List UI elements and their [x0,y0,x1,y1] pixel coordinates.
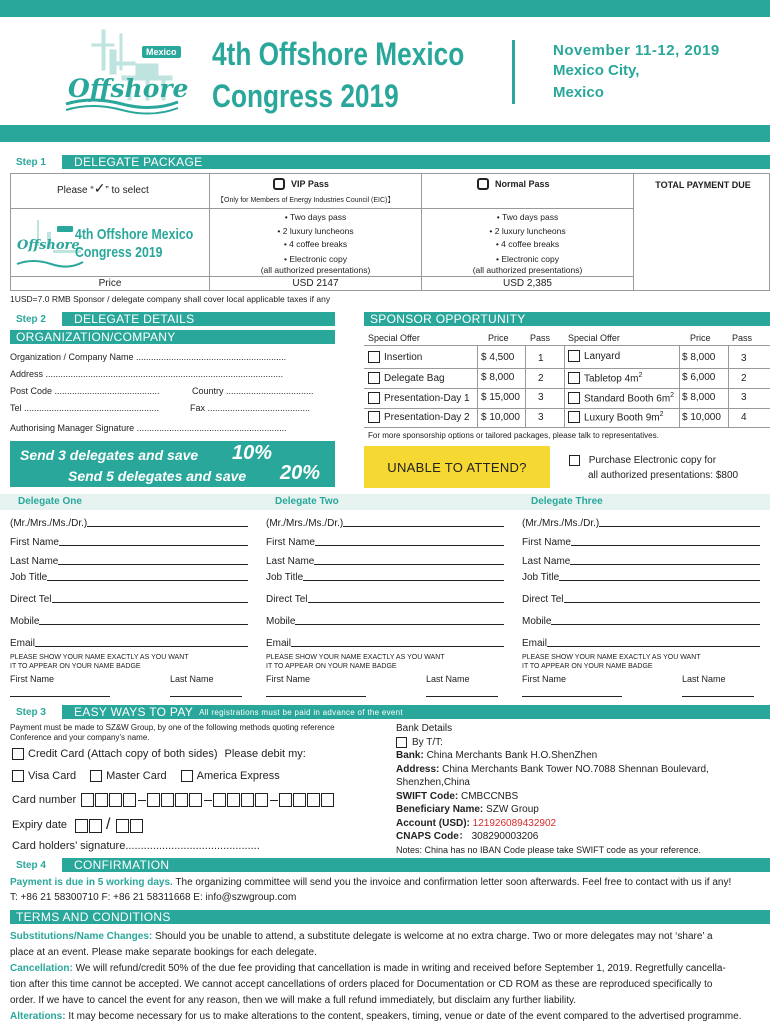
credit-card-option[interactable] [12,748,306,760]
card-type-options [12,770,280,782]
sponsor-checkbox[interactable] [368,392,380,404]
step3-title-bar [68,705,770,719]
credit-card-label: Credit Card (Attach copy of both sides) [28,748,218,760]
job-title-field[interactable]: Job Title [266,572,504,583]
expiry-slash: / [106,816,111,833]
total-payment-header: TOTAL PAYMENT DUE [655,180,751,190]
sponsor-pass: 3 [741,392,747,403]
sponsor-row[interactable] [568,392,674,404]
terms-text: Substitutions/Name Changes: Should you be unable to attend, a substitute delegate is welcome at no extra charge. Two or more delegates may not ‘share’ a place at an event. Please make separate bookings for each delegate. Cancellation: We will refund/credit 50% of the due fee providing that cancellation is made in writing and received before September 1, 2019. Regretfully cancella- tion after this time cannot be accepted. We cannot accept cancellations of orders placed for Documentation or CD ROM as these are reproduced specifically to order. If we have to cancel the event for any reason, then we will make a full refund immediately, but disclaim any further liability. Alterations: It may become necessary for us to make alterations to the content, speakers, timing, venue or date of the event compared to the advertised programme. [10,931,742,1022]
last-name-field[interactable]: Last Name [266,556,504,567]
bank-address: China Merchants Bank Tower NO.7088 Shennan Boulevard, [442,763,709,775]
normal-price: USD 2,385 [503,278,552,289]
expiry-input[interactable] [75,816,144,834]
sponsor-row[interactable] [368,372,445,384]
sponsor-header-offer: Special Offer [568,333,620,343]
sponsor-offer-name: Lanyard [584,350,621,362]
email-field[interactable]: Email [266,638,504,649]
badge-first-input[interactable] [266,696,366,697]
sponsor-checkbox[interactable] [568,350,580,362]
sponsor-checkbox[interactable] [368,372,380,384]
offshore-logo [62,24,189,116]
sponsor-title: SPONSOR OPPORTUNITY [364,312,770,326]
event-country: Mexico [553,84,604,101]
logo-word: Offshore [68,74,189,103]
vip-benefit: • Two days pass [284,212,347,222]
badge-first-label: First Name [10,674,55,684]
delegate-three-form [522,512,762,702]
sponsor-row[interactable] [568,411,664,423]
vip-benefit: • 4 coffee breaks [283,239,348,249]
sponsor-row[interactable] [368,392,470,404]
debit-label: Please debit my: [224,748,306,760]
step2-label: Step 2 [0,312,62,326]
by-tt-checkbox[interactable] [396,737,407,748]
sponsor-checkbox[interactable] [568,372,580,384]
direct-tel-field[interactable]: Direct Tel [10,594,248,605]
header-band [0,125,770,142]
by-tt-option[interactable]: By T/T: [396,736,768,750]
first-name-field[interactable]: First Name [522,537,760,548]
normal-benefit: (all authorized presentations) [472,264,583,275]
sponsor-checkbox[interactable] [368,351,380,363]
sponsor-offer-name: Standard Booth 6m [584,393,671,405]
iban-note: Notes: China has no IBAN Code please take SWIFT code as your reference. [396,844,701,855]
delegate-three-title: Delegate Three [531,496,603,507]
mini-badge [57,226,73,232]
visa-label: Visa Card [28,770,77,782]
address-field[interactable]: Address ............................................................................................... [10,369,284,379]
badge-last-input[interactable] [682,696,754,697]
contact-info: T: +86 21 58300710 F: +86 21 58311668 E: info@szwgroup.com [10,892,297,903]
discount-10: 10% [232,442,273,464]
event-title-line1: 4th Offshore Mexico [212,36,465,72]
normal-benefit: • 4 coffee breaks [495,239,560,249]
sponsor-pass: 3 [538,412,544,423]
job-title-field[interactable]: Job Title [522,572,760,583]
sponsor-header-pass: Pass [530,333,551,343]
fax-field[interactable]: Fax ......................................... [190,403,311,413]
title-divider [512,40,515,104]
vip-benefits [210,211,421,275]
event-city: Mexico City, [553,62,640,79]
payment-note: Payment must be made to SZ&W Group, by one of the following methods quoting reference Conference and your company’s name. [10,723,335,742]
beneficiary-name: SZW Group [486,804,539,815]
delegate-two-title: Delegate Two [275,496,339,507]
step3-subtitle: All registrations must be paid in advance of the event [199,707,403,717]
sponsor-price: $ 8,000 [481,372,515,383]
delegate-one-title: Delegate One [18,496,82,507]
first-name-field[interactable]: First Name [266,537,504,548]
badge-note: PLEASE SHOW YOUR NAME EXACTLY AS YOU WANT IT TO APPEAR ON YOUR NAME BADGE [10,654,189,670]
sponsor-offer-name: Presentation-Day 1 [384,392,470,404]
sponsor-price: $ 4,500 [481,352,515,363]
normal-benefit: • Electronic copy [496,253,559,264]
logo-badge: Mexico [142,46,181,58]
ecopy-line1: Purchase Electronic copy for [588,455,717,467]
first-name-field[interactable]: First Name [10,537,248,548]
sponsor-sup: 2 [670,392,675,399]
title-field[interactable]: (Mr./Mrs./Ms./Dr.) [266,518,504,529]
bank-address-2: Shenzhen,China [396,777,470,788]
title-field[interactable]: (Mr./Mrs./Ms./Dr.) [10,518,248,529]
sponsor-checkbox[interactable] [568,411,580,423]
send5-text: Send 5 delegates and save [68,468,247,484]
bank-details: Bank Details By T/T: Bank: China Merchants Bank H.O.ShenZhen Address: China Merchants Bank Tower NO.7088 Shennan Boulevard, Shenzhen,China SWIFT Code: CMBCCNBS Beneficiary Name: SZW Group Account (USD): 121926089432902 CNAPS Code： 308290003206 Notes: China has no IBAN Code please take SWIFT code as your reference. [396,722,768,857]
sponsor-pass: 3 [538,392,544,403]
package-table [10,173,770,291]
normal-radio[interactable] [477,178,489,190]
badge-first-input[interactable] [10,696,110,697]
step4-title: CONFIRMATION [68,858,770,872]
currency-note: 1USD=7.0 RMB Sponsor / delegate company shall cover local applicable taxes if any [10,294,331,304]
card-number-input[interactable] [81,793,335,807]
badge-note: PLEASE SHOW YOUR NAME EXACTLY AS YOU WANT IT TO APPEAR ON YOUR NAME BADGE [522,654,701,670]
sponsor-price: $ 10,000 [682,412,721,423]
step1-label: Step 1 [0,155,62,169]
package-title-1: 4th Offshore Mexico [75,226,194,243]
sponsor-header-price: Price [488,333,509,343]
sponsor-price: $ 10,000 [481,412,520,423]
top-band [0,0,770,17]
sponsor-header-offer: Special Offer [368,333,420,343]
visa-checkbox[interactable] [12,770,24,782]
sponsor-pass: 1 [538,353,544,364]
ecopy-option[interactable] [569,455,716,466]
badge-first-label: First Name [522,674,567,684]
send3-text: Send 3 delegates and save [20,447,199,463]
sponsor-checkbox[interactable] [568,392,580,404]
sponsor-table [364,330,770,428]
normal-pass-label: Normal Pass [495,179,550,189]
card-number-label: Card number [12,794,77,806]
direct-tel-field[interactable]: Direct Tel [522,594,760,605]
step3-title: EASY WAYS TO PAY [74,705,194,719]
mobile-field[interactable]: Mobile [10,616,248,627]
badge-last-label: Last Name [426,674,470,684]
ecopy-checkbox[interactable] [569,455,580,466]
master-checkbox[interactable] [90,770,102,782]
price-label: Price [98,278,122,289]
tel-field[interactable]: Tel ...................................................... [10,403,160,413]
sponsor-pass: 3 [741,353,747,364]
badge-last-input[interactable] [170,696,242,697]
badge-last-label: Last Name [682,674,726,684]
card-number-row [12,793,335,807]
vip-benefit: • 2 luxury luncheons [277,225,354,236]
vip-price: USD 2147 [292,278,339,289]
cnaps-code: 308290003206 [471,831,539,842]
badge-note: PLEASE SHOW YOUR NAME EXACTLY AS YOU WANT IT TO APPEAR ON YOUR NAME BADGE [266,654,445,670]
step3-label: Step 3 [0,705,62,719]
vip-benefit: • Electronic copy [284,253,347,264]
postcode-field[interactable]: Post Code .......................................... [10,386,160,396]
ecopy-line2: all authorized presentations: $800 [588,470,739,481]
sponsor-price: $ 6,000 [682,372,716,383]
badge-first-input[interactable] [522,696,622,697]
last-name-field[interactable]: Last Name [10,556,248,567]
sponsor-more-note: For more sponsorship options or tailored packages, please talk to representatives. [368,431,659,440]
account-number: 121926089432902 [472,817,557,829]
sponsor-header-pass: Pass [732,333,753,343]
sponsor-pass: 2 [741,373,747,384]
normal-option[interactable] [477,178,550,190]
vip-benefit: (all authorized presentations) [260,264,371,275]
org-title: ORGANIZATION/COMPANY [10,330,335,344]
delegate-one-form [10,512,250,702]
sponsor-offer-name: Luxury Booth 9m [584,412,660,424]
discount-banner [10,441,335,487]
title-field[interactable]: (Mr./Mrs./Ms./Dr.) [522,518,760,529]
sponsor-header-price: Price [690,333,711,343]
sponsor-checkbox[interactable] [368,411,380,423]
discount-20: 20% [280,462,321,484]
sponsor-offer-name: Delegate Bag [384,372,445,384]
amex-checkbox[interactable] [181,770,193,782]
step4-label: Step 4 [0,858,62,872]
vip-option[interactable] [273,178,329,190]
sponsor-row[interactable] [368,411,470,423]
mobile-field[interactable]: Mobile [266,616,504,627]
email-field[interactable]: Email [10,638,248,649]
swift-code: CMBCCNBS [461,790,519,802]
badge-last-input[interactable] [426,696,498,697]
bank-name: China Merchants Bank H.O.ShenZhen [426,750,598,761]
sponsor-sup: 2 [638,372,643,379]
sponsor-offer-name: Presentation-Day 2 [384,411,470,423]
unable-to-attend-banner: UNABLE TO ATTEND? [364,446,550,488]
event-date: November 11-12, 2019 [553,42,720,59]
job-title-field[interactable]: Job Title [10,572,248,583]
terms-title: TERMS AND CONDITIONS [10,910,770,924]
last-name-field[interactable]: Last Name [522,556,760,567]
package-title-2: Congress 2019 [75,244,163,261]
vip-note: 【Only for Members of Energy Industries Council (EIC)】 [217,197,395,204]
step2-title: DELEGATE DETAILS [68,312,335,326]
delegate-two-form [266,512,506,702]
email-field[interactable]: Email [522,638,760,649]
sponsor-pass: 2 [538,373,544,384]
amex-label: America Express [196,770,280,782]
sponsor-row[interactable] [368,351,422,363]
package-logo [15,212,205,272]
sponsor-row[interactable] [568,372,642,384]
master-label: Master Card [106,770,167,782]
direct-tel-field[interactable]: Direct Tel [266,594,504,605]
normal-benefit: • 2 luxury luncheons [489,225,566,236]
sponsor-pass: 4 [741,412,747,423]
sponsor-row[interactable] [568,350,620,362]
event-title-line2: Congress 2019 [212,78,399,114]
sponsor-price: $ 15,000 [481,392,520,403]
vip-pass-label: VIP Pass [291,179,329,189]
sponsor-price: $ 8,000 [682,392,716,403]
expiry-row [12,816,144,834]
checkmark-icon: ✓ [93,180,106,196]
normal-benefit: • Two days pass [496,212,559,222]
org-name-field[interactable]: Organization / Company Name ............................................................ [10,352,287,362]
sponsor-offer-name: Tabletop 4m [584,373,639,385]
country-field[interactable]: Country ................................... [192,386,314,396]
normal-benefits [422,211,633,275]
badge-first-label: First Name [266,674,311,684]
credit-card-checkbox[interactable] [12,748,24,760]
payment-due: Payment is due in 5 working days. [10,877,173,888]
expiry-label: Expiry date [12,819,68,831]
badge-last-label: Last Name [170,674,214,684]
vip-radio[interactable] [273,178,285,190]
mobile-field[interactable]: Mobile [522,616,760,627]
sponsor-sup: 2 [659,411,664,418]
auth-signature-field[interactable]: Authorising Manager Signature ............................................................ [10,423,287,433]
step1-title: DELEGATE PACKAGE [68,155,770,169]
delegate-title-band [0,494,770,510]
bank-title: Bank Details [396,723,453,734]
select-instruction: Please “✓” to select [57,180,149,196]
sponsor-offer-name: Insertion [384,351,423,363]
card-signature-field[interactable]: Card holders’ signature............................................ [12,840,260,852]
mini-logo-word: Offshore [17,238,80,253]
confirmation-text: Payment is due in 5 working days. The organizing committee will send you the invoice and confirmation letter soon afterwards. Feel free to contact with us if any! [10,877,732,888]
sponsor-price: $ 8,000 [682,352,716,363]
